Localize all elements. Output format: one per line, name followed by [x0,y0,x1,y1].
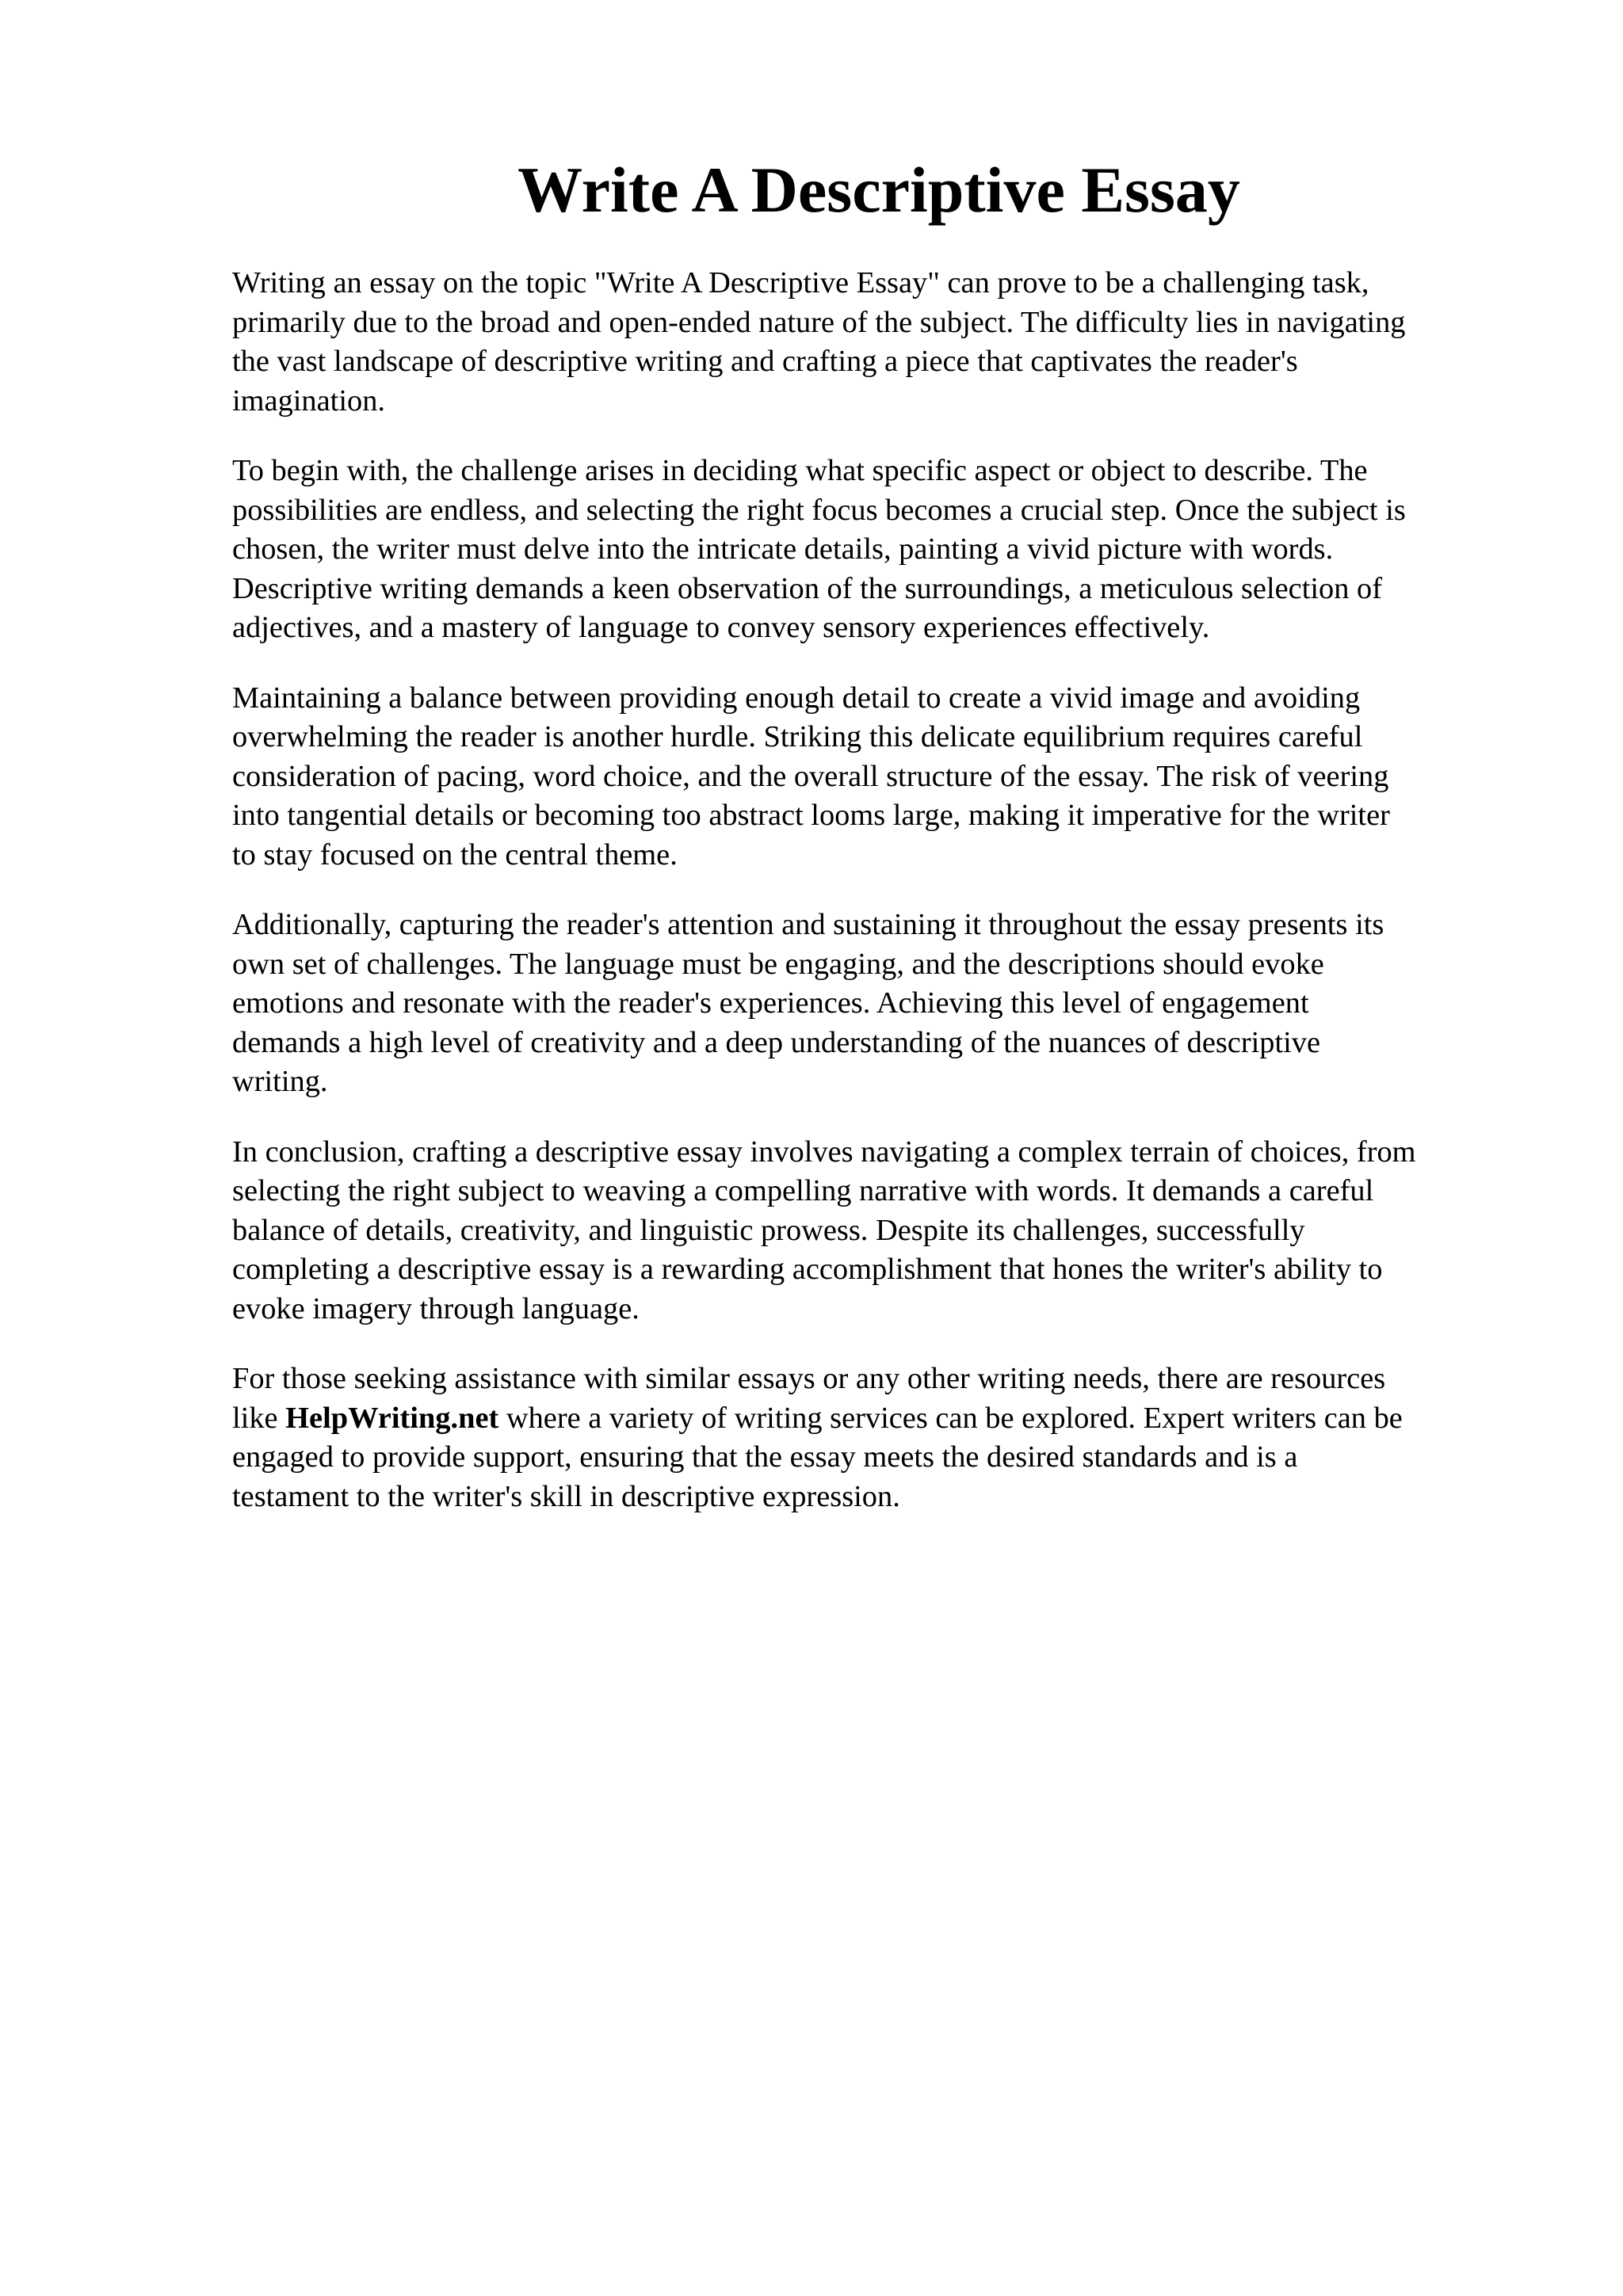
text-line: Descriptive writing demands a keen observation of the surroundings, a meticulous selection of [232,571,1383,605]
paragraph-resources [232,1360,1540,1516]
text-line: demands a high level of creativity and a deep understanding of the nuances of descriptive [232,1025,1321,1059]
text-line: imagination. [232,383,385,418]
text-line: For those seeking assistance with similar essays or any other writing needs, there are resources [232,1362,1386,1395]
text-line: adjectives, and a mastery of language to convey sensory experiences effectively. [232,611,1210,644]
text-line: consideration of pacing, word choice, and the overall structure of the essay. The risk of veering [232,759,1389,793]
text-line: overwhelming the reader is another hurdle. Striking this delicate equilibrium requires careful [232,720,1363,753]
text-line: completing a descriptive essay is a rewarding accomplishment that hones the writer's ability to [232,1253,1383,1286]
paragraph-subject-choice [232,452,1540,648]
text-line: testament to the writer's skill in descriptive expression. [232,1479,900,1513]
document-body [232,264,1540,1547]
text-line: selecting the right subject to weaving a compelling narrative with words. It demands a careful [232,1174,1374,1207]
text-line: writing. [232,1065,328,1098]
text-line: to stay focused on the central theme. [232,837,678,871]
text-line: Writing an essay on the topic "Write A Descriptive Essay" can prove to be a challenging task, [232,266,1369,299]
text-line: possibilities are endless, and selecting the right focus becomes a crucial step. Once the subject is [232,493,1406,527]
text-line: the vast landscape of descriptive writing and crafting a piece that captivates the reader's [232,345,1298,378]
document-title: Write A Descriptive Essay [517,154,1240,226]
text-line: balance of details, creativity, and linguistic prowess. Despite its challenges, successfully [232,1213,1305,1247]
text-line: engaged to provide support, ensuring that the essay meets the desired standards and is a [232,1440,1298,1474]
text-line: emotions and resonate with the reader's experiences. Achieving this level of engagement [232,986,1309,1020]
paragraph-balance [232,679,1540,875]
text-line: Additionally, capturing the reader's attention and sustaining it throughout the essay presents its [232,908,1384,941]
text-line: In conclusion, crafting a descriptive essay involves navigating a complex terrain of choices, from [232,1135,1416,1169]
text-line: own set of challenges. The language must be engaging, and the descriptions should evoke [232,947,1324,981]
brand-name: HelpWriting.net [285,1401,499,1435]
text-fragment: like [232,1401,286,1435]
text-line: primarily due to the broad and open-ended nature of the subject. The difficulty lies in navigating [232,305,1406,339]
text-line: Maintaining a balance between providing enough detail to create a vivid image and avoiding [232,681,1361,715]
text-line: To begin with, the challenge arises in deciding what specific aspect or object to describe. The [232,454,1368,487]
text-line: chosen, the writer must delve into the intricate details, painting a vivid picture with words. [232,532,1334,566]
text-fragment: where a variety of writing services can be explored. Expert writers can be [498,1401,1403,1435]
text-line: evoke imagery through language. [232,1291,640,1325]
text-line-with-brand [232,1399,1540,1439]
paragraph-engagement [232,906,1540,1102]
paragraph-conclusion [232,1133,1540,1329]
text-line: into tangential details or becoming too abstract looms large, making it imperative for the writer [232,799,1390,832]
paragraph-intro [232,264,1540,421]
